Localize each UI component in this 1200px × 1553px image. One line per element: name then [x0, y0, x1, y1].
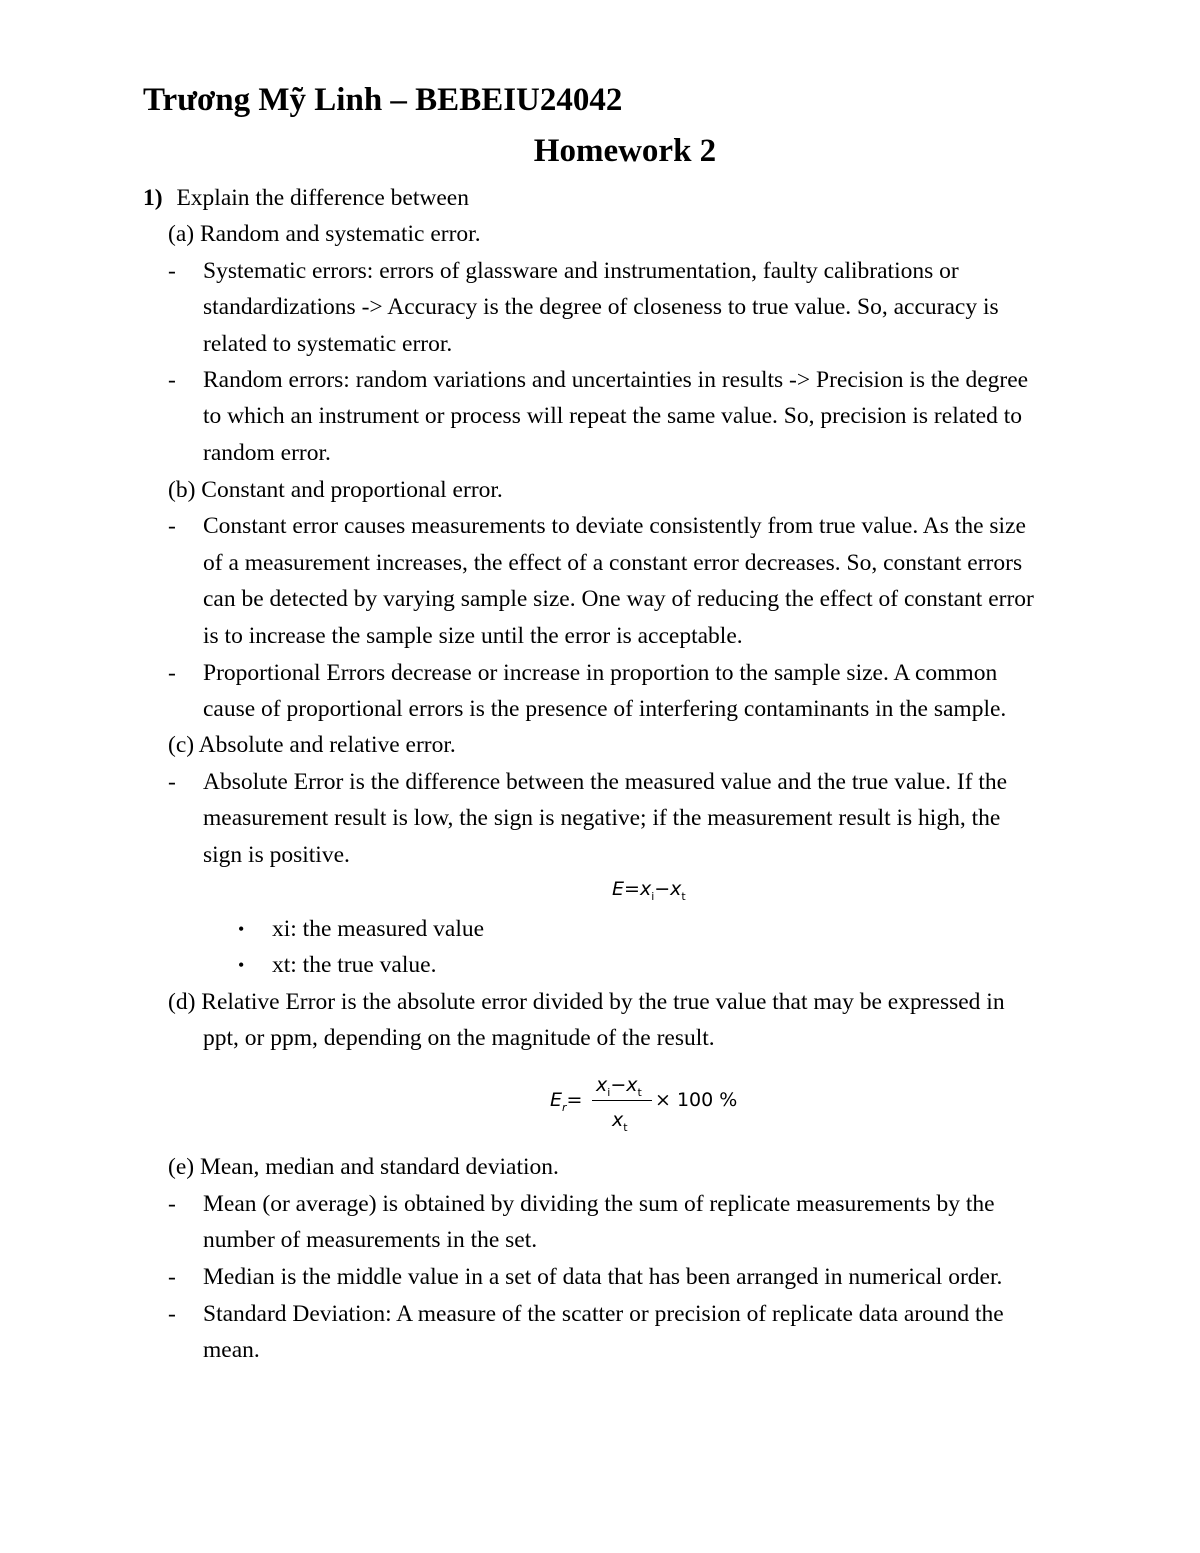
- dash-marker: -: [168, 1301, 176, 1327]
- section-a-item-2-line-3: random error.: [203, 440, 331, 466]
- dash-marker: -: [168, 769, 176, 795]
- section-a-item-2-line-1: Random errors: random variations and uncertainties in results -> Precision is the degree: [203, 367, 1029, 393]
- formula-minus: −: [610, 1074, 627, 1096]
- question-prompt: Explain the difference between: [176, 185, 469, 211]
- section-b-item-1-line-3: can be detected by varying sample size. One way of reducing the effect of constant error: [203, 586, 1034, 612]
- formula-x: x: [670, 878, 682, 900]
- formula-times-100-percent: × 100 %: [655, 1089, 738, 1111]
- formula-x: x: [612, 1109, 624, 1131]
- section-a-item-2-line-2: to which an instrument or process will repeat the same value. So, precision is related to: [203, 403, 1023, 429]
- section-a-heading: (a) Random and systematic error.: [168, 221, 481, 247]
- section-e-item-1-line-1: Mean (or average) is obtained by dividing the sum of replicate measurements by the: [203, 1191, 995, 1217]
- section-d-line-2: ppt, or ppm, depending on the magnitude of the result.: [203, 1025, 715, 1051]
- section-b-heading: (b) Constant and proportional error.: [168, 477, 503, 503]
- formula-equals: =: [624, 878, 640, 900]
- formula-x: x: [639, 878, 652, 900]
- dash-marker: -: [168, 1191, 176, 1217]
- section-a-item-1-line-3: related to systematic error.: [203, 331, 453, 357]
- section-e-item-3-line-1: Standard Deviation: A measure of the scatter or precision of replicate data around the: [203, 1301, 1004, 1327]
- section-a-item-1-line-1: Systematic errors: errors of glassware and instrumentation, faulty calibrations or: [203, 258, 959, 284]
- author-line: Trương Mỹ Linh – BEBEIU24042: [143, 82, 623, 118]
- dash-marker: -: [168, 513, 176, 539]
- bullet-item-xt: xt: the true value.: [272, 952, 437, 978]
- section-c-item-1-line-3: sign is positive.: [203, 842, 350, 868]
- formula-sub: t: [637, 1086, 642, 1099]
- section-d-line-1: (d) Relative Error is the absolute error divided by the true value that may be expressed in: [168, 989, 1005, 1015]
- bullet-marker: •: [238, 919, 245, 939]
- formula-minus: −: [654, 878, 671, 900]
- section-c-item-1-line-1: Absolute Error is the difference between the measured value and the true value. If the: [203, 769, 1008, 795]
- section-b-item-2-line-1: Proportional Errors decrease or increase in proportion to the sample size. A common: [203, 660, 998, 686]
- section-e-item-1-line-2: number of measurements in the set.: [203, 1227, 538, 1253]
- absolute-error-formula: [612, 878, 686, 903]
- formula-x: x: [626, 1074, 638, 1096]
- formula-equals: =: [566, 1089, 583, 1111]
- section-e-item-2-line-1: Median is the middle value in a set of data that has been arranged in numerical order.: [203, 1264, 1003, 1290]
- formula-sub: r: [562, 1101, 567, 1114]
- formula-lhs: [550, 1089, 582, 1114]
- question-1: [143, 180, 469, 217]
- fraction-bar: [592, 1100, 652, 1101]
- formula-E: E: [612, 878, 625, 900]
- section-e-heading: (e) Mean, median and standard deviation.: [168, 1154, 559, 1180]
- dash-marker: -: [168, 660, 176, 686]
- formula-denominator: [612, 1109, 628, 1134]
- formula-E: E: [550, 1089, 563, 1111]
- section-b-item-1-line-1: Constant error causes measurements to deviate consistently from true value. As the size: [203, 513, 1026, 539]
- formula-sub: i: [651, 890, 655, 903]
- question-number: 1): [143, 185, 163, 211]
- formula-x: x: [596, 1074, 608, 1096]
- bullet-marker: •: [238, 955, 245, 975]
- section-a-item-1-line-2: standardizations -> Accuracy is the degree of closeness to true value. So, accuracy is: [203, 294, 999, 320]
- dash-marker: -: [168, 258, 176, 284]
- section-b-item-1-line-2: of a measurement increases, the effect of a constant error decreases. So, constant errors: [203, 550, 1023, 576]
- section-b-item-2-line-2: cause of proportional errors is the presence of interfering contaminants in the sample.: [203, 696, 1007, 722]
- section-e-item-3-line-2: mean.: [203, 1337, 260, 1363]
- formula-numerator: [596, 1074, 642, 1099]
- dash-marker: -: [168, 1264, 176, 1290]
- formula-sub: t: [623, 1121, 628, 1134]
- bullet-item-xi: xi: the measured value: [272, 916, 485, 942]
- formula-sub: t: [681, 890, 686, 903]
- section-c-item-1-line-2: measurement result is low, the sign is negative; if the measurement result is high, the: [203, 805, 1001, 831]
- formula-sub: i: [607, 1086, 611, 1099]
- dash-marker: -: [168, 367, 176, 393]
- section-b-item-1-line-4: is to increase the sample size until the error is acceptable.: [203, 623, 743, 649]
- page-title: Homework 2: [533, 133, 717, 169]
- section-c-heading: (c) Absolute and relative error.: [168, 732, 456, 758]
